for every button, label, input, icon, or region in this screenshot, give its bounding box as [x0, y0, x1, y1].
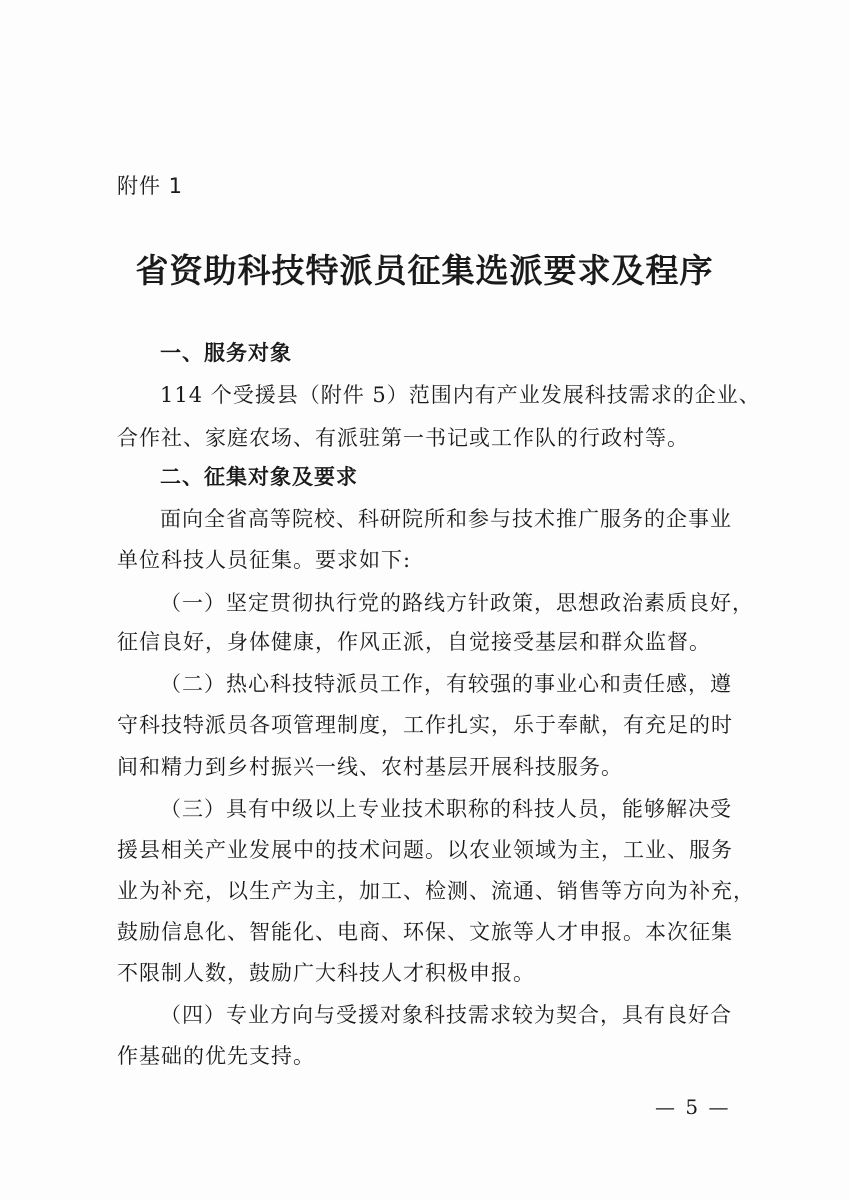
- paragraph-line: 不限制人数，鼓励广大科技人才积极申报。: [117, 961, 535, 985]
- section-heading-service-target: 一、服务对象: [160, 341, 292, 365]
- page-number: — 5 —: [655, 1095, 731, 1119]
- paragraph-line: 业为补充，以生产为主，加工、检测、流通、销售等方向为补充，: [117, 879, 755, 903]
- paragraph-line: 守科技特派员各项管理制度，工作扎实，乐于奉献，有充足的时: [117, 713, 733, 737]
- attachment-label: 附件 1: [117, 174, 184, 198]
- section-heading-recruitment-requirements: 二、征集对象及要求: [160, 465, 358, 489]
- paragraph-line: 征信良好，身体健康，作风正派，自觉接受基层和群众监督。: [117, 630, 711, 654]
- paragraph-line: 鼓励信息化、智能化、电商、环保、文旅等人才申报。本次征集: [117, 920, 733, 944]
- paragraph-line: （四）专业方向与受援对象科技需求较为契合，具有良好合: [160, 1003, 732, 1027]
- paragraph-line: 间和精力到乡村振兴一线、农村基层开展科技服务。: [117, 755, 623, 779]
- paragraph-line: 合作社、家庭农场、有派驻第一书记或工作队的行政村等。: [117, 426, 689, 450]
- paragraph-line: 作基础的优先支持。: [117, 1044, 315, 1068]
- document-title: 省资助科技特派员征集选派要求及程序: [135, 251, 714, 290]
- paragraph-line: 单位科技人员征集。要求如下:: [117, 548, 412, 572]
- paragraph-line: （三）具有中级以上专业技术职称的科技人员，能够解决受: [160, 797, 732, 821]
- paragraph-line: 援县相关产业发展中的技术问题。以农业领域为主，工业、服务: [117, 838, 733, 862]
- paragraph-line: 114 个受援县（附件 5）范围内有产业发展科技需求的企业、: [160, 383, 761, 407]
- paragraph-line: （二）热心科技特派员工作，有较强的事业心和责任感，遵: [160, 672, 732, 696]
- paragraph-line: （一）坚定贯彻执行党的路线方针政策，思想政治素质良好，: [160, 591, 754, 615]
- paragraph-line: 面向全省高等院校、科研院所和参与技术推广服务的企事业: [160, 507, 732, 531]
